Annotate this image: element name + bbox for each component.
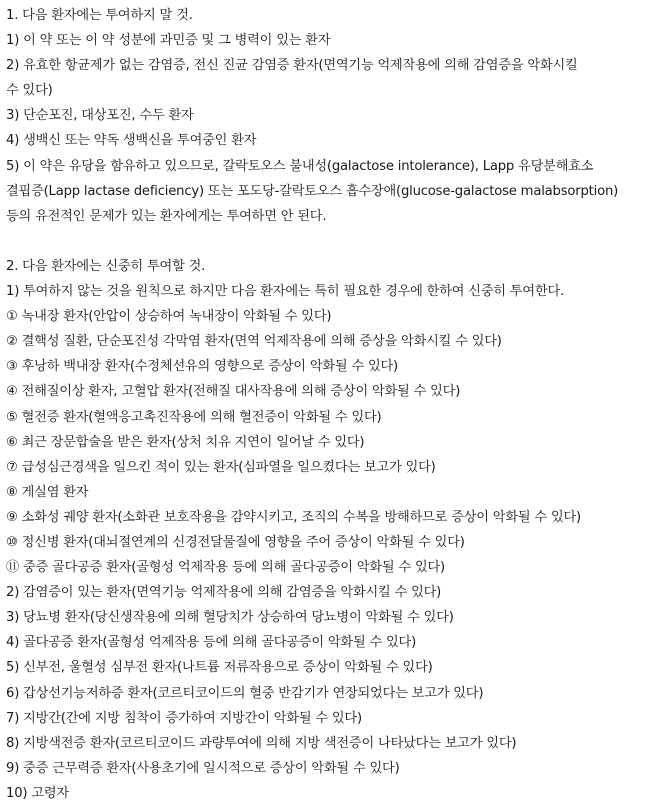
section2-item: 6) 갑상선기능저하증 환자(코르티코이드의 혈중 반감기가 연장되었다는 보고가 있다) bbox=[6, 685, 484, 701]
section2-item: ⑪ 중증 골다공증 환자(골형성 억제작용 등에 의해 골다공증이 악화될 수 있다) bbox=[6, 560, 445, 576]
section2-item: ⑧ 게실염 환자 bbox=[6, 484, 89, 500]
section2-item: 10) 고령자 bbox=[6, 785, 69, 801]
section2-item: ⑩ 정신병 환자(대뇌절연계의 신경전달물질에 영향을 주어 증상이 악화될 수 있다) bbox=[6, 534, 465, 550]
section1-item: 결핍증(Lapp lactase deficiency) 또는 포도당-갈락토오스 흡수장애(glucose-galactose malabsorption) bbox=[6, 183, 619, 199]
section1-item: 4) 생백신 또는 약독 생백신을 투여중인 환자 bbox=[6, 133, 257, 149]
section2-item: 7) 지방간(간에 지방 침착이 증가하여 지방간이 악화될 수 있다) bbox=[6, 710, 362, 726]
section1-item: 등의 유전적인 문제가 있는 환자에게는 투여하면 안 된다. bbox=[6, 208, 327, 224]
section2-item: ⑥ 최근 장문합술을 받은 환자(상처 치유 지연이 일어날 수 있다) bbox=[6, 434, 365, 450]
section1-item: 1) 이 약 또는 이 약 성분에 과민증 및 그 병력이 있는 환자 bbox=[6, 33, 331, 49]
section1-item: 2) 유효한 항균제가 없는 감염증, 전신 진균 감염증 환자(면역기능 억제작용에 의해 감염증을 악화시킬 bbox=[6, 58, 578, 74]
section2-item: 5) 신부전, 울혈성 심부전 환자(나트륨 저류작용으로 증상이 악화될 수 있다) bbox=[6, 660, 433, 676]
blank-line bbox=[6, 229, 665, 254]
section2-item: ④ 전해질이상 환자, 고혈압 환자(전해질 대사작용에 의해 증상이 악화될 수 있다) bbox=[6, 384, 461, 400]
section2-item: 3) 당뇨병 환자(당신생작용에 의해 혈당치가 상승하여 당뇨병이 악화될 수 있다) bbox=[6, 610, 454, 626]
section2-item: ⑤ 혈전증 환자(혈액응고촉진작용에 의해 혈전증이 악화될 수 있다) bbox=[6, 409, 382, 425]
section2-item: ⑦ 급성심근경색을 일으킨 적이 있는 환자(심파열을 일으켰다는 보고가 있다) bbox=[6, 459, 436, 475]
section1-item: 3) 단순포진, 대상포진, 수두 환자 bbox=[6, 108, 194, 124]
section2-item: ① 녹내장 환자(안압이 상승하여 녹내장이 악화될 수 있다) bbox=[6, 309, 332, 325]
section2-heading: 2. 다음 환자에는 신중히 투여할 것. bbox=[6, 258, 206, 274]
section2-item: ③ 후낭하 백내장 환자(수정체선유의 영향으로 증상이 악화될 수 있다) bbox=[6, 359, 399, 375]
section2-item: 1) 투여하지 않는 것을 원칙으로 하지만 다음 환자에는 특히 필요한 경우에 한하여 신중히 투여한다. bbox=[6, 284, 565, 300]
section2-item: ② 결핵성 질환, 단순포진성 각막염 환자(면역 억제작용에 의해 증상을 악화시킬 수 있다) bbox=[6, 334, 502, 350]
section1-heading: 1. 다음 환자에는 투여하지 말 것. bbox=[6, 8, 193, 23]
section2-item: 8) 지방색전증 환자(코르티코이드 과량투여에 의해 지방 색전증이 나타났다는 보고가 있다) bbox=[6, 735, 517, 751]
section2-item: ⑨ 소화성 궤양 환자(소화관 보호작용을 감약시키고, 조직의 수복을 방해하므로 증상이 악화될 수 있다) bbox=[6, 509, 581, 525]
section2-item: 9) 중증 근무력증 환자(사용초기에 일시적으로 증상이 악화될 수 있다) bbox=[6, 760, 400, 776]
section1-item: 수 있다) bbox=[6, 83, 53, 99]
section1-item: 5) 이 약은 유당을 함유하고 있으므로, 갈락토오스 불내성(galactose intolerance), Lapp 유당분해효소 bbox=[6, 158, 594, 174]
section2-item: 2) 감염증이 있는 환자(면역기능 억제작용에 의해 감염증을 악화시킬 수 있다) bbox=[6, 585, 442, 601]
section2-item: 4) 골다공증 환자(골형성 억제작용 등에 의해 골다공증이 악화될 수 있다) bbox=[6, 635, 417, 651]
